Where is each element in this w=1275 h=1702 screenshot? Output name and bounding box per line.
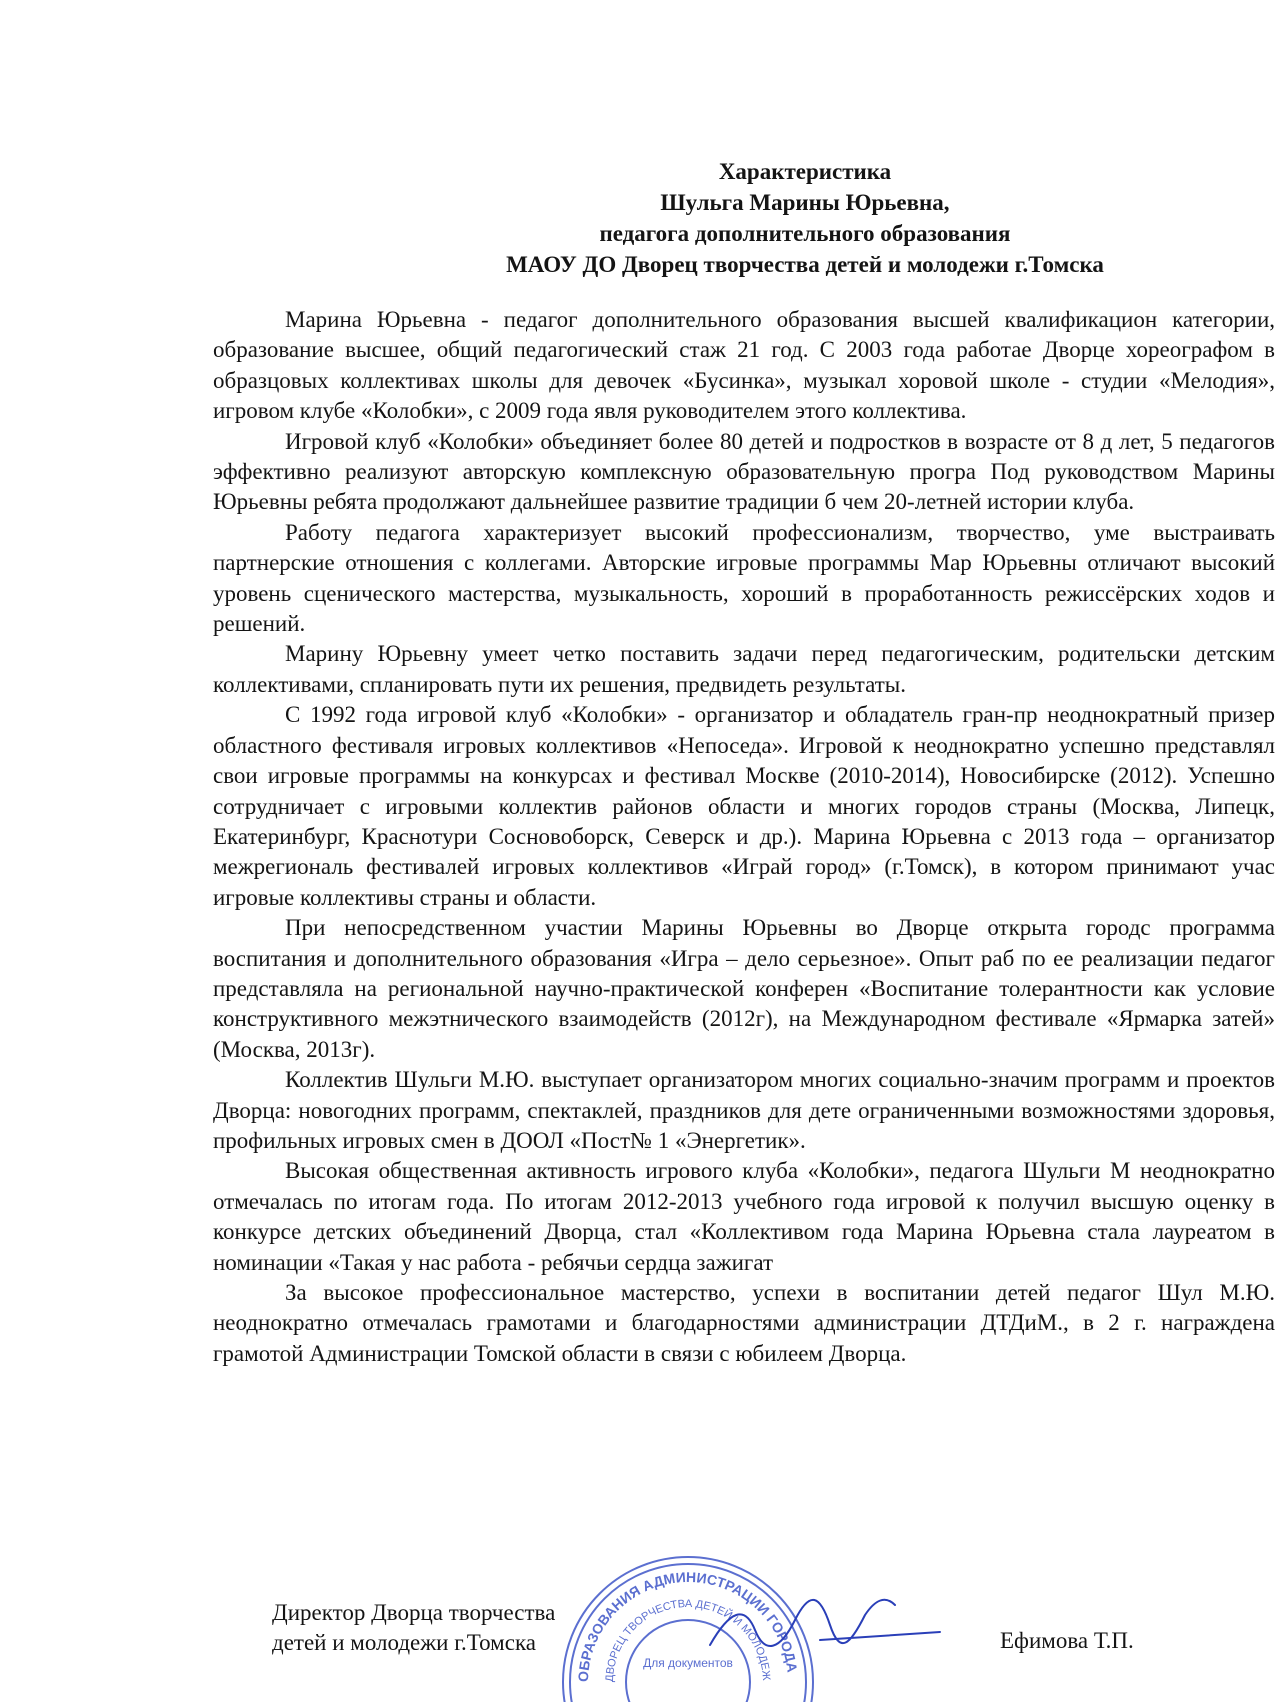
document-body [213, 305, 1275, 1369]
paragraph-3: Работу педагога характеризует высокий профессионализм, творчество, уме выстраивать партнерские отношения с коллегами. Авторские игровые программы Мар Юрьевны отличают высокий уровень сценического мастерства, музыкальность, хороший в проработанность режиссёрских ходов и решений. [213, 519, 1275, 637]
handwritten-signature [700, 1590, 950, 1660]
paragraph-7: Коллектив Шульги М.Ю. выступает организатором многих социально-значим программ и проектов Дворца: новогодних программ, спектаклей, праздников для дете ограниченными возможностями здоровья, профильных игровых смен в ДООЛ «Пост№ 1 «Энергетик». [213, 1067, 1275, 1153]
paragraph-4: Марину Юрьевну умеет четко поставить задачи перед педагогическим, родительски детским коллективами, спланировать пути их решения, предвидеть результаты. [213, 641, 1275, 697]
signatory-position-line1: Директор Дворца творчества [272, 1600, 556, 1625]
paragraph-5: С 1992 года игровой клуб «Колобки» - организатор и обладатель гран-пр неоднократный призер областного фестиваля игровых коллективов «Непоседа». Игровой к неоднократно успешно представлял свои игровые программы на конкурсах и фестивал Москве (2010-2014), Новосибирске (2012). Успешно сотрудничает с игровыми коллектив районов области и многих городов страны (Москва, Липецк, Екатеринбург, Краснотури Сосновоборск, Северск и др.). Марина Юрьевна с 2013 года – организатор межрегиональ фестивалей игровых коллективов «Играй город» (г.Томск), в котором принимают учас игровые коллективы страны и области. [213, 702, 1275, 910]
document-header [340, 156, 1270, 280]
signatory-position-line2: детей и молодежи г.Томска [272, 1630, 536, 1655]
paragraph-9: За высокое профессиональное мастерство, успехи в воспитании детей педагог Шул М.Ю. неоднократно отмечалась грамотами и благодарностями администрации ДТДиМ., в 2 г. награждена грамотой Администрации Томской области в связи с юбилеем Дворца. [213, 1280, 1275, 1366]
signature-block [272, 1598, 612, 1658]
paragraph-6: При непосредственном участии Марины Юрьевны во Дворце открыта городс программа воспитания и дополнительного образования «Игра – дело серьезное». Опыт раб по ее реализации педагог представляла на региональной научно-практической конферен «Воспитание толерантности как условие конструктивного межэтнического взаимодейств (2012г), на Международном фестивале «Ярмарка затей» (Москва, 2013г). [213, 915, 1275, 1062]
paragraph-1: Марина Юрьевна - педагог дополнительного образования высшей квалификацион категории, образование высшее, общий педагогический стаж 21 год. С 2003 года работае Дворце хореографом в образцовых коллективах школы для девочек «Бусинка», музыкал хоровой школе - студии «Мелодия», игровом клубе «Колобки», с 2009 года явля руководителем этого коллектива. [213, 307, 1275, 424]
stamp-inner-text: ДВОРЕЦ ТВОРЧЕСТВА ДЕТЕЙ И МОЛОДЕЖИ [544, 1523, 773, 1683]
subject-position: педагога дополнительного образования [599, 221, 1011, 246]
signatory-name: Ефимова Т.П. [1000, 1628, 1134, 1653]
stamp-outer-text: ОБРАЗОВАНИЯ АДМИНИСТРАЦИИ ГОРОДА [574, 1568, 801, 1683]
paragraph-8: Высокая общественная активность игрового клуба «Колобки», педагога Шульги М неоднократно отмечалась по итогам года. По итогам 2012-2013 учебного года игровой к получил высшую оценку в конкурсе детских объединений Дворца, стал «Коллективом года Марина Юрьевна стала лауреатом в номинации «Такая у нас работа - ребячьи сердца зажигат [213, 1158, 1275, 1275]
organization-name: МАОУ ДО Дворец творчества детей и молодежи г.Томска [506, 252, 1104, 277]
paragraph-2: Игровой клуб «Колобки» объединяет более 80 детей и подростков в возрасте от 8 д лет, 5 педагогов эффективно реализуют авторскую комплексную образовательную програ Под руководством Марины Юрьевны ребята продолжают дальнейшее развитие традиции б чем 20-летней истории клуба. [213, 428, 1275, 515]
stamp-center-text: Для документов [643, 1656, 733, 1670]
document-title: Характеристика [718, 159, 892, 184]
subject-name: Шульга Марины Юрьевна, [660, 190, 950, 215]
